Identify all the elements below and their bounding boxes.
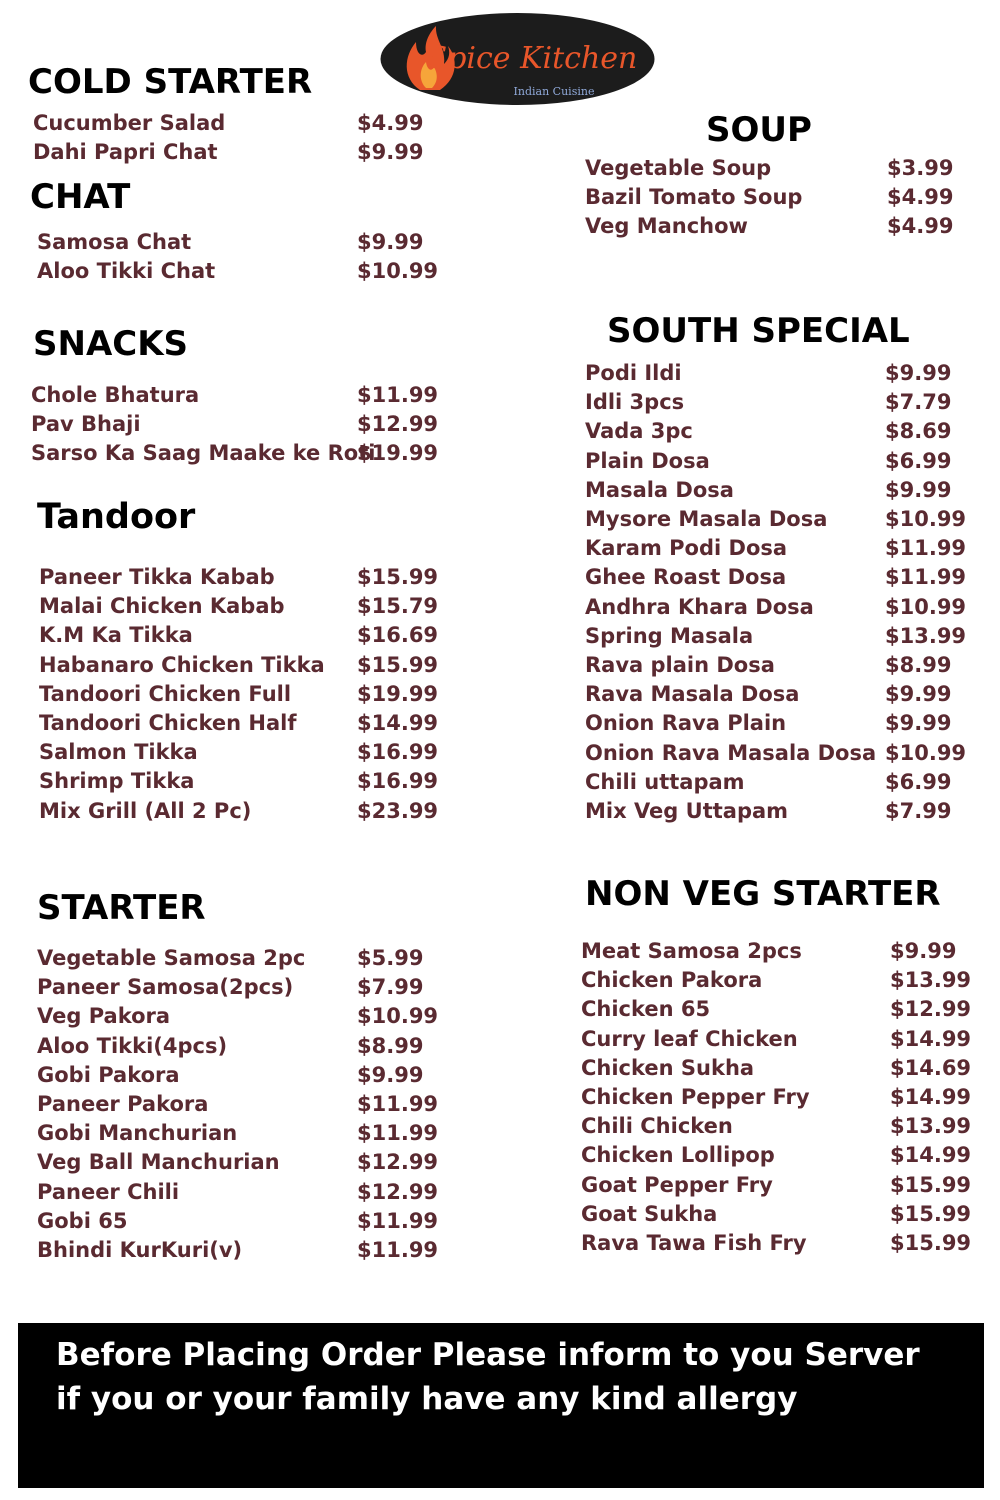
menu-item-name: Salmon Tikka xyxy=(39,740,198,765)
menu-item-price: $15.99 xyxy=(890,1201,972,1226)
menu-item-name: Aloo Tikki Chat xyxy=(37,259,216,284)
menu-item-price: $4.99 xyxy=(887,185,954,210)
menu-item-name: Rava Tawa Fish Fry xyxy=(581,1231,807,1255)
section-title: NON VEG STARTER xyxy=(585,874,941,914)
menu-item-price: $9.99 xyxy=(885,477,952,502)
menu-item-name: Paneer Chili xyxy=(37,1179,180,1204)
section-tandoor xyxy=(37,497,195,537)
menu-item-name: Gobi Manchurian xyxy=(37,1121,238,1146)
menu-item-name: Onion Rava Plain xyxy=(585,711,787,736)
menu-item-name: Paneer Pakora xyxy=(37,1092,209,1116)
menu-item-price: $15.99 xyxy=(890,1172,972,1197)
menu-item-price: $16.99 xyxy=(357,740,439,765)
menu-item-price: $11.99 xyxy=(885,565,967,590)
allergy-notice-line-2: if you or your family have any kind allergy xyxy=(56,1381,798,1417)
logo-tagline: Indian Cuisine xyxy=(513,85,595,98)
menu-item-name: Aloo Tikki(4pcs) xyxy=(37,1033,228,1058)
menu-item-name: Gobi Pakora xyxy=(37,1062,180,1087)
menu-item-price: $7.99 xyxy=(885,799,952,823)
menu-item-price: $12.99 xyxy=(357,1179,439,1204)
menu-item-price: $12.99 xyxy=(357,412,439,437)
menu-item-name: Spring Masala xyxy=(585,623,754,648)
menu-item-name: Mysore Masala Dosa xyxy=(585,507,828,531)
menu-item-price: $4.99 xyxy=(357,111,424,135)
menu-item-name: Andhra Khara Dosa xyxy=(585,594,814,619)
menu-item-name: Rava plain Dosa xyxy=(585,653,775,677)
restaurant-logo xyxy=(380,12,655,106)
menu-item-name: Chicken Pakora xyxy=(581,968,763,993)
section-title: STARTER xyxy=(37,888,206,928)
section-title: CHAT xyxy=(30,177,131,217)
menu-item-price: $12.99 xyxy=(890,997,972,1022)
menu-item-name: K.M Ka Tikka xyxy=(39,623,193,648)
menu-item-price: $7.79 xyxy=(885,390,952,415)
menu-item-name: Ghee Roast Dosa xyxy=(585,565,787,590)
allergy-notice-line-1: Before Placing Order Please inform to you Server xyxy=(56,1337,920,1373)
menu-item-price: $23.99 xyxy=(357,798,439,823)
menu-item-name: Idli 3pcs xyxy=(585,390,685,415)
menu-item-name: Veg Pakora xyxy=(37,1004,171,1029)
menu-item-price: $5.99 xyxy=(357,946,424,970)
menu-item-price: $11.99 xyxy=(885,536,967,561)
menu-item-name: Chicken Sukha xyxy=(581,1055,755,1080)
menu-item-name: Vada 3pc xyxy=(585,419,693,444)
menu-item-name: Samosa Chat xyxy=(37,230,192,254)
menu-item-name: Pav Bhaji xyxy=(31,412,141,437)
menu-item-price: $15.79 xyxy=(357,594,439,619)
menu-item-name: Vegetable Samosa 2pc xyxy=(37,946,306,970)
section-soup xyxy=(706,110,812,150)
menu-item-price: $10.99 xyxy=(357,259,439,284)
menu-item-name: Tandoori Chicken Half xyxy=(39,711,297,735)
menu-item-price: $14.99 xyxy=(890,1026,972,1051)
section-starter xyxy=(37,888,206,928)
menu-item-name: Tandoori Chicken Full xyxy=(39,681,292,706)
menu-item-name: Goat Pepper Fry xyxy=(581,1172,773,1197)
menu-item-name: Goat Sukha xyxy=(581,1201,718,1226)
menu-item-name: Chicken Lollipop xyxy=(581,1143,775,1168)
menu-item-price: $15.99 xyxy=(357,565,439,589)
menu-item-price: $10.99 xyxy=(885,740,967,765)
menu-item-name: Cucumber Salad xyxy=(33,111,226,135)
menu-item-price: $14.99 xyxy=(890,1143,972,1168)
section-title: SOUTH SPECIAL xyxy=(607,311,910,351)
menu-item-name: Curry leaf Chicken xyxy=(581,1026,798,1051)
section-cold-starter xyxy=(28,62,312,102)
menu-item-price: $11.99 xyxy=(357,1092,439,1116)
allergy-notice xyxy=(18,1323,984,1488)
menu-item-price: $14.99 xyxy=(890,1085,972,1109)
menu-item-price: $15.99 xyxy=(890,1231,972,1255)
menu-item-name: Meat Samosa 2pcs xyxy=(581,939,802,963)
menu-item-name: Dahi Papri Chat xyxy=(33,140,218,165)
menu-item-name: Chole Bhatura xyxy=(31,383,200,407)
menu-item-name: Paneer Tikka Kabab xyxy=(39,565,275,589)
menu-item-price: $9.99 xyxy=(885,682,952,707)
menu-item-price: $10.99 xyxy=(885,594,967,619)
section-title: SOUP xyxy=(706,110,812,150)
menu-item-name: Veg Manchow xyxy=(585,214,748,239)
menu-item-price: $14.69 xyxy=(890,1055,972,1080)
section-south-special xyxy=(607,311,910,351)
menu-item-price: $11.99 xyxy=(357,383,439,407)
menu-item-price: $10.99 xyxy=(357,1004,439,1029)
menu-item-price: $6.99 xyxy=(885,769,952,794)
menu-item-name: Chili Chicken xyxy=(581,1114,733,1139)
menu-item-price: $12.99 xyxy=(357,1150,439,1175)
menu-item-name: Chili uttapam xyxy=(585,769,745,794)
menu-item-price: $3.99 xyxy=(887,156,954,180)
section-title: COLD STARTER xyxy=(28,62,313,102)
menu-item-name: Mix Veg Uttapam xyxy=(585,799,789,823)
menu-item-name: Plain Dosa xyxy=(585,448,710,473)
menu-item-name: Onion Rava Masala Dosa xyxy=(585,740,877,765)
logo-name: Spice Kitchen xyxy=(426,41,638,76)
menu-item-name: Veg Ball Manchurian xyxy=(37,1150,280,1175)
menu-item-price: $14.99 xyxy=(357,711,439,735)
menu-item-price: $9.99 xyxy=(357,140,424,165)
menu-item-name: Bazil Tomato Soup xyxy=(585,185,803,210)
menu-item-price: $8.99 xyxy=(885,653,952,677)
menu-item-price: $8.69 xyxy=(885,419,952,444)
section-title: SNACKS xyxy=(33,324,189,364)
menu-item-price: $13.99 xyxy=(890,968,972,993)
menu-item-price: $19.99 xyxy=(357,441,439,466)
menu-item-name: Podi Ildi xyxy=(585,361,682,385)
section-snacks xyxy=(33,324,188,364)
section-non-veg-starter xyxy=(585,874,941,914)
menu-item-name: Chicken 65 xyxy=(581,997,711,1022)
menu-item-price: $4.99 xyxy=(887,214,954,239)
menu-item-name: Gobi 65 xyxy=(37,1208,128,1233)
menu-item-price: $10.99 xyxy=(885,507,967,531)
menu-item-name: Vegetable Soup xyxy=(585,156,772,180)
menu-item-name: Karam Podi Dosa xyxy=(585,536,788,561)
menu-item-price: $11.99 xyxy=(357,1238,439,1262)
menu-item-price: $6.99 xyxy=(885,448,952,473)
menu-item-price: $9.99 xyxy=(890,939,957,963)
menu-item-price: $11.99 xyxy=(357,1121,439,1146)
menu-item-name: Habanaro Chicken Tikka xyxy=(39,652,325,677)
menu-item-name: Shrimp Tikka xyxy=(39,769,195,794)
menu-item-price: $16.99 xyxy=(357,769,439,794)
menu-item-price: $16.69 xyxy=(357,623,439,648)
menu-item-price: $19.99 xyxy=(357,681,439,706)
section-chat xyxy=(30,177,130,217)
menu-item-name: Mix Grill (All 2 Pc) xyxy=(39,798,252,823)
menu-item-price: $9.99 xyxy=(885,711,952,736)
menu-item-name: Masala Dosa xyxy=(585,477,734,502)
menu-item-price: $7.99 xyxy=(357,975,424,1000)
menu-item-price: $8.99 xyxy=(357,1033,424,1058)
section-title: Tandoor xyxy=(37,497,196,537)
menu-item-price: $13.99 xyxy=(890,1114,972,1139)
menu-item-price: $15.99 xyxy=(357,652,439,677)
menu-item-price: $9.99 xyxy=(357,230,424,254)
menu-item-price: $13.99 xyxy=(885,623,967,648)
menu-item-name: Chicken Pepper Fry xyxy=(581,1085,810,1109)
menu-item-price: $9.99 xyxy=(357,1062,424,1087)
menu-item-price: $9.99 xyxy=(885,361,952,385)
menu-item-price: $11.99 xyxy=(357,1208,439,1233)
menu-item-name: Malai Chicken Kabab xyxy=(39,594,285,619)
menu-item-name: Bhindi KurKuri(v) xyxy=(37,1238,243,1262)
menu-item-name: Sarso Ka Saag Maake ke Roti xyxy=(31,441,376,466)
menu-item-name: Rava Masala Dosa xyxy=(585,682,800,707)
menu-item-name: Paneer Samosa(2pcs) xyxy=(37,975,294,1000)
